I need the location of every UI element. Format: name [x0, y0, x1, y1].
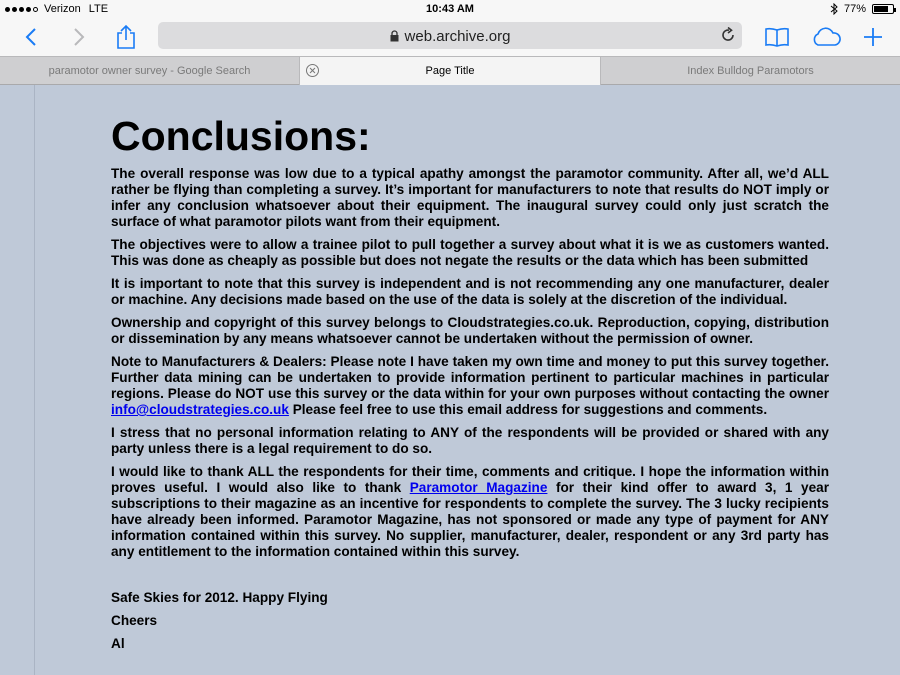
network-type: LTE — [88, 3, 109, 15]
new-tab-button[interactable] — [862, 22, 884, 52]
tab-page-title[interactable] — [300, 57, 601, 85]
paragraph-objectives: The objectives were to allow a trainee pilot to pull together a survey about what it is we as customers wanted. This was done as cheaply as possible but does not negate the results or the data which has been submitted — [111, 237, 829, 268]
tab-label: Index Bulldog Paramotors — [687, 65, 814, 77]
browser-toolbar — [0, 18, 900, 56]
new-tab-icon — [863, 27, 883, 47]
web-page[interactable] — [0, 85, 900, 675]
status-right — [830, 3, 894, 15]
tab-bulldog-paramotors[interactable] — [601, 57, 900, 85]
paragraph-privacy: I stress that no personal information relating to ANY of the respondents will be provided or shared with any party unless there is a legal requirement to do so. — [111, 425, 829, 456]
tab-google-search[interactable] — [0, 57, 300, 85]
share-button[interactable] — [113, 22, 139, 52]
page-divider — [34, 85, 35, 675]
lock-icon — [390, 30, 399, 42]
address-bar[interactable] — [158, 22, 742, 49]
clock: 10:43 AM — [426, 3, 474, 15]
tab-bar — [0, 56, 900, 85]
bookmarks-button[interactable] — [764, 22, 790, 52]
article — [111, 113, 829, 659]
signoff-cheers: Cheers — [111, 613, 158, 628]
paragraph-copyright: Ownership and copyright of this survey belongs to Cloudstrategies.co.uk. Reproduction, copying, distribution or dissemination by any means whatsoever cannot be undertaken without the permission of owner. — [111, 315, 829, 346]
email-link[interactable]: info@cloudstrategies.co.uk — [111, 402, 289, 417]
reload-button[interactable] — [720, 27, 736, 48]
back-button[interactable] — [20, 22, 42, 52]
paragraph-response: The overall response was low due to a typical apathy amongst the paramotor community. After all, we’d ALL rather be flying than completing a survey. It’s important for manufacturers to note that results do NOT imply or infer any conclusion whatsoever about their equipment. The inaugural survey could only just scratch the surface of what paramotor pilots want from their equipment. — [111, 166, 829, 229]
battery-icon — [872, 4, 894, 14]
close-tab-icon[interactable] — [306, 64, 319, 77]
bookmarks-icon — [764, 27, 790, 47]
cloud-tabs-button[interactable] — [810, 22, 842, 52]
tab-label: paramotor owner survey - Google Search — [48, 65, 251, 77]
paragraph-thanks — [111, 464, 829, 560]
paragraph-manufacturers-note — [111, 354, 829, 418]
note-text: Note to Manufacturers & Dealers: Please note I have taken my own time and money to put this survey together. Further data mining can be undertaken to provide information pertinent to particular machines in particular regions. Please do NOT use this survey or the data within for your own purposes without contacting the owner — [111, 354, 829, 401]
cloud-tabs-icon — [810, 27, 842, 47]
paragraph-independence: It is important to note that this survey is independent and is not recommending any one manufacturer, dealer or machine. Any decisions made based on the use of the data is solely at the discretion of the individual. — [111, 276, 829, 307]
bluetooth-icon — [830, 3, 838, 15]
note-text-end: Please feel free to use this email address for suggestions and comments. — [288, 402, 768, 417]
tab-label: Page Title — [425, 65, 475, 77]
signoff-name: Al — [111, 636, 125, 651]
signoff — [111, 590, 829, 652]
forward-icon — [73, 27, 85, 47]
paramotor-magazine-link[interactable]: Paramotor Magazine — [409, 480, 548, 495]
share-icon — [116, 24, 136, 50]
url-text: web.archive.org — [404, 28, 511, 45]
battery-percent: 77% — [843, 3, 866, 15]
carrier-name: Verizon — [44, 3, 81, 15]
status-bar — [0, 0, 900, 18]
forward-button[interactable] — [68, 22, 90, 52]
back-icon — [25, 27, 37, 47]
reload-icon — [720, 27, 736, 43]
page-heading: Conclusions: — [111, 113, 371, 159]
thanks-text: I would like to thank ALL the respondents for their time, comments and critique. I hope the information within proves useful. I would also like to thank — [111, 464, 829, 495]
signoff-line: Safe Skies for 2012. Happy Flying — [111, 590, 328, 605]
thanks-text-end: for their kind offer to award 3, 1 year subscriptions to their magazine as an incentive for respondents to complete the survey. The 3 lucky recipients have already been informed. Paramotor Magazine, has not sponsored or made any type of payment for ANY information contained within this survey. No supplier, manufacturer, dealer, respondent or any 3rd party has any entitlement to the information contained within this survey. — [111, 480, 829, 559]
